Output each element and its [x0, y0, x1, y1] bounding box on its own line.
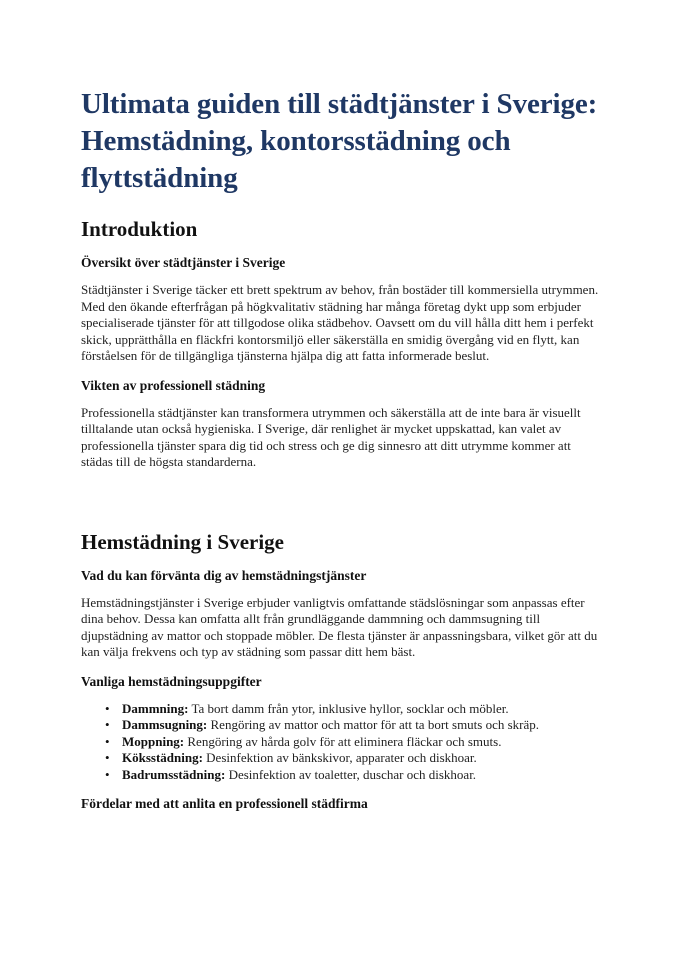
subheading-overview: Översikt över städtjänster i Sverige — [81, 255, 286, 270]
subheading-tasks: Vanliga hemstädningsuppgifter — [81, 673, 262, 689]
subheading-expect: Vad du kan förvänta dig av hemstädningstjänster — [81, 567, 367, 583]
list-item — [122, 767, 601, 784]
list-item-term: Moppning: — [122, 733, 185, 749]
document-title: Ultimata guiden till städtjänster i Sverige: Hemstädning, kontorsstädning och flyttstädning — [81, 88, 598, 194]
section-spacer — [81, 483, 601, 529]
list-item-term: Dammsugning: — [122, 717, 208, 732]
task-list — [81, 701, 601, 784]
subheading-benefits: Fördelar med att anlita en professionell städfirma — [81, 796, 368, 811]
paragraph-overview: Städtjänster i Sverige täcker ett brett spektrum av behov, från bostäder till kommersiella utrymmen. Med den ökande efterfrågan på högkvalitativ städning har många företag dykt upp som erbjuder specialiserade tjänster för att tillgodose olika städbehov. Oavsett om du vill hålla ditt hem i perfekt skick, upprätthålla en fläckfri kontorsmiljö eller säkerställa en smidig övergång vid en flytt, kan förståelsen för de tillgängliga tjänsterna hjälpa dig att fatta informerade beslut. — [81, 282, 599, 363]
list-item-desc: Rengöring av mattor och mattor för att ta bort smuts och skräp. — [207, 717, 540, 732]
list-item-desc: Desinfektion av bänkskivor, apparater och diskhoar. — [202, 750, 477, 765]
list-item-desc: Ta bort damm från ytor, inklusive hyllor, socklar och möbler. — [188, 700, 509, 716]
list-item — [122, 750, 601, 767]
section-heading-home: Hemstädning i Sverige — [81, 529, 284, 554]
document-page — [81, 86, 601, 823]
list-item-term: Badrumsstädning: — [122, 766, 226, 782]
list-item-desc: Rengöring av hårda golv för att eliminera fläckar och smuts. — [184, 733, 502, 749]
list-item — [122, 701, 601, 718]
list-item-desc: Desinfektion av toaletter, duschar och diskhoar. — [225, 766, 477, 782]
list-item — [122, 734, 601, 751]
paragraph-importance: Professionella städtjänster kan transformera utrymmen och säkerställa att de inte bara är visuellt tilltalande utan också hygieniska. I Sverige, där renlighet är mycket uppskattad, kan valet av professionella tjänster spara dig tid och stress och ge dig sinnesro att ditt utrymme kommer att städas till de högsta standarderna. — [81, 404, 581, 469]
section-heading-intro: Introduktion — [81, 217, 198, 241]
list-item — [122, 717, 601, 734]
list-item-term: Köksstädning: — [122, 750, 203, 765]
subheading-importance: Vikten av professionell städning — [81, 377, 266, 393]
paragraph-expect: Hemstädningstjänster i Sverige erbjuder vanligtvis omfattande städslösningar som anpassas efter dina behov. Dessa kan omfatta allt från grundläggande dammning och dammsugning till djupstädning av mattor och stoppade möbler. De flesta tjänster är anpassningsbara, vilket gör att du kan välja frekvens och typ av städning som passar ditt hem bäst. — [81, 594, 598, 659]
list-item-term: Dammning: — [122, 700, 189, 716]
